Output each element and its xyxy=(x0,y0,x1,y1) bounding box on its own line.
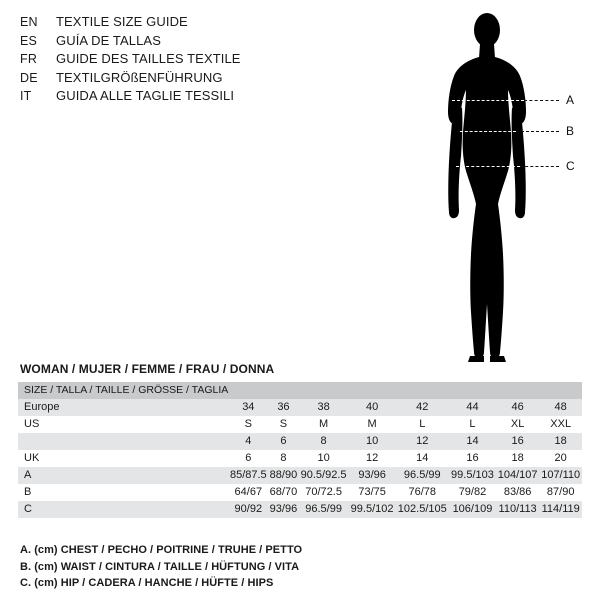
measure-line-hip-inner xyxy=(456,166,520,167)
cell: 87/90 xyxy=(539,484,582,501)
table-row xyxy=(18,450,582,467)
cell: 44 xyxy=(449,399,496,416)
row-label-europe: Europe xyxy=(18,399,228,416)
table-header-label: SIZE / TALLA / TAILLE / GRÖSSE / TAGLIA xyxy=(18,382,228,399)
language-text-es: GUÍA DE TALLAS xyxy=(56,32,161,48)
table-row xyxy=(18,501,582,518)
footnote-c: C. (cm) HIP / CADERA / HANCHE / HÜFTE / HIPS xyxy=(20,577,274,589)
cell: 4 xyxy=(228,433,268,450)
cell: 16 xyxy=(449,450,496,467)
cell: 16 xyxy=(496,433,539,450)
cell: S xyxy=(268,416,298,433)
body-figure xyxy=(400,8,595,368)
footnotes xyxy=(20,542,580,592)
table-row xyxy=(18,416,582,433)
cell: S xyxy=(228,416,268,433)
cell: 20 xyxy=(539,450,582,467)
size-table xyxy=(18,382,582,518)
cell: 93/96 xyxy=(268,501,298,518)
cell: 114/119 xyxy=(539,501,582,518)
cell: 36 xyxy=(268,399,298,416)
cell: L xyxy=(449,416,496,433)
cell: M xyxy=(349,416,396,433)
cell: M xyxy=(299,416,349,433)
cell: 8 xyxy=(299,433,349,450)
cell: 104/107 xyxy=(496,467,539,484)
cell: 10 xyxy=(349,433,396,450)
table-header-cell xyxy=(449,382,496,399)
cell: 90.5/92.5 xyxy=(299,467,349,484)
measure-label-a: A xyxy=(566,93,575,107)
row-label-a: A xyxy=(18,467,228,484)
cell: 96.5/99 xyxy=(299,501,349,518)
cell: 46 xyxy=(496,399,539,416)
table-header-cell xyxy=(496,382,539,399)
measure-line-chest-outer xyxy=(524,100,559,101)
cell: 90/92 xyxy=(228,501,268,518)
footnote-a: A. (cm) CHEST / PECHO / POITRINE / TRUHE / PETTO xyxy=(20,544,303,556)
cell: L xyxy=(396,416,450,433)
language-code-fr: FR xyxy=(20,52,38,66)
cell: 93/96 xyxy=(349,467,396,484)
language-code-de: DE xyxy=(20,70,38,85)
measure-line-waist-inner xyxy=(460,131,516,132)
cell: XL xyxy=(496,416,539,433)
cell: 88/90 xyxy=(268,467,298,484)
language-row-de xyxy=(20,70,350,89)
cell: 48 xyxy=(539,399,582,416)
measure-line-chest-inner xyxy=(452,100,524,101)
cell: 76/78 xyxy=(396,484,450,501)
cell: 96.5/99 xyxy=(396,467,450,484)
language-code-it: IT xyxy=(20,89,32,103)
cell: 40 xyxy=(349,399,396,416)
cell: 106/109 xyxy=(449,501,496,518)
cell: 79/82 xyxy=(449,484,496,501)
language-row-en xyxy=(20,14,350,33)
language-row-es xyxy=(20,33,350,52)
language-code-en: EN xyxy=(20,15,38,29)
language-code-es: ES xyxy=(20,33,38,48)
language-text-en: TEXTILE SIZE GUIDE xyxy=(56,14,188,29)
cell: 42 xyxy=(396,399,450,416)
table-row xyxy=(18,433,582,450)
row-label-us-numeric xyxy=(18,433,228,450)
measure-label-b: B xyxy=(566,124,575,138)
table-header-row xyxy=(18,382,582,399)
cell: 102.5/105 xyxy=(396,501,450,518)
cell: 14 xyxy=(449,433,496,450)
cell: 12 xyxy=(349,450,396,467)
cell: 6 xyxy=(228,450,268,467)
row-label-us: US xyxy=(18,416,228,433)
cell: 73/75 xyxy=(349,484,396,501)
cell: 34 xyxy=(228,399,268,416)
female-silhouette-icon xyxy=(400,8,595,368)
cell: 83/86 xyxy=(496,484,539,501)
cell: 14 xyxy=(396,450,450,467)
language-text-de: TEXTILGRÖßENFÜHRUNG xyxy=(56,69,223,85)
language-row-fr xyxy=(20,51,350,70)
cell: 18 xyxy=(539,433,582,450)
cell: 107/110 xyxy=(539,467,582,484)
table-header-cell xyxy=(268,382,298,399)
cell: 12 xyxy=(396,433,450,450)
language-text-it: GUIDA ALLE TAGLIE TESSILI xyxy=(56,88,235,103)
cell: 8 xyxy=(268,450,298,467)
cell: 68/70 xyxy=(268,484,298,501)
table-header-cell xyxy=(228,382,268,399)
cell: 64/67 xyxy=(228,484,268,501)
table-row xyxy=(18,467,582,484)
language-text-fr: GUIDE DES TAILLES TEXTILE xyxy=(56,51,241,66)
cell: 38 xyxy=(299,399,349,416)
table-row xyxy=(18,399,582,416)
row-label-c: C xyxy=(18,501,228,518)
table-header-cell xyxy=(539,382,582,399)
section-title: WOMAN / MUJER / FEMME / FRAU / DONNA xyxy=(20,362,275,376)
cell: 99.5/102 xyxy=(349,501,396,518)
cell: 70/72.5 xyxy=(299,484,349,501)
table-row xyxy=(18,484,582,501)
cell: 110/113 xyxy=(496,501,539,518)
cell: 18 xyxy=(496,450,539,467)
language-row-it xyxy=(20,88,350,107)
cell: 6 xyxy=(268,433,298,450)
table-header-cell xyxy=(396,382,450,399)
row-label-uk: UK xyxy=(18,450,228,467)
language-header-block xyxy=(20,14,350,107)
cell: 99.5/103 xyxy=(449,467,496,484)
table-header-cell xyxy=(349,382,396,399)
cell: 10 xyxy=(299,450,349,467)
footnote-b: B. (cm) WAIST / CINTURA / TAILLE / HÜFTUNG / VITA xyxy=(20,560,300,573)
table-header-cell xyxy=(299,382,349,399)
measure-line-waist-outer xyxy=(516,131,559,132)
cell: 85/87.5 xyxy=(228,467,268,484)
measure-label-c: C xyxy=(566,159,575,173)
row-label-b: B xyxy=(18,484,228,501)
measure-line-hip-outer xyxy=(520,166,559,167)
cell: XXL xyxy=(539,416,582,433)
